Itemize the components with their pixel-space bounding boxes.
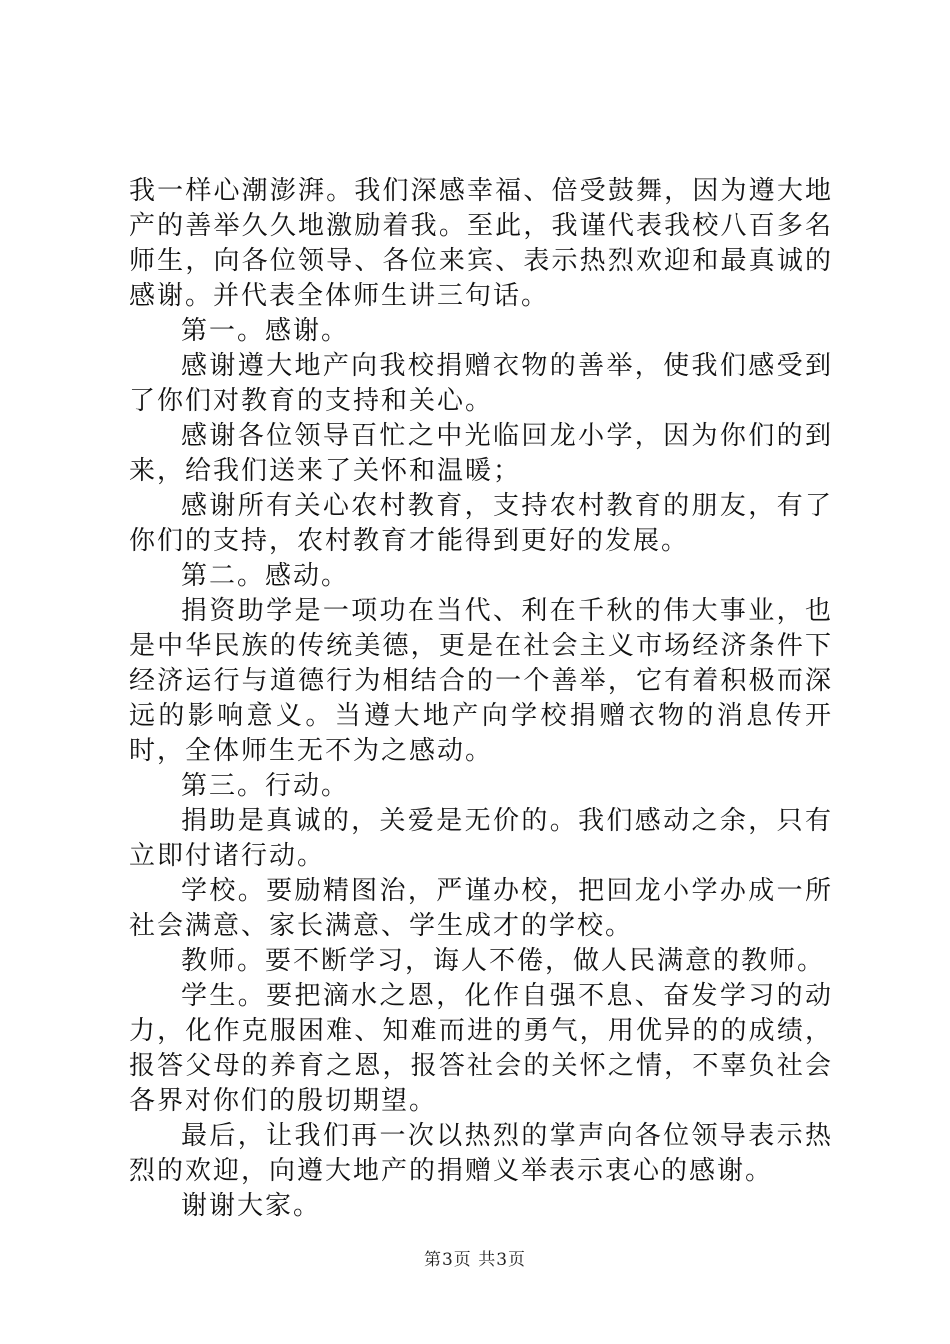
- paragraph-thanks-donor: 感谢遵大地产向我校捐赠衣物的善举，使我们感受到了你们对教育的支持和关心。: [129, 351, 833, 416]
- paragraph-heading-thanks: 第一。感谢。: [181, 316, 350, 346]
- paragraph-thanks-leaders: 感谢各位领导百忙之中光临回龙小学，因为你们的到来，给我们送来了关怀和温暖；: [129, 421, 833, 486]
- document-body: [129, 174, 833, 1224]
- paragraph-heading-action: 第三。行动。: [181, 771, 350, 801]
- paragraph-closing: 最后，让我们再一次以热烈的掌声向各位领导表示热烈的欢迎，向遵大地产的捐赠义举表示衷心的感谢。: [129, 1121, 833, 1186]
- paragraph-thanks-friends: 感谢所有关心农村教育，支持农村教育的朋友，有了你们的支持，农村教育才能得到更好的发展。: [129, 491, 833, 556]
- paragraph-intro: 我一样心潮澎湃。我们深感幸福、倍受鼓舞，因为遵大地产的善举久久地激励着我。至此，我谨代表我校八百多名师生，向各位领导、各位来宾、表示热烈欢迎和最真诚的感谢。并代表全体师生讲三句话。: [129, 176, 833, 311]
- paragraph-school: 学校。要励精图治，严谨办校，把回龙小学办成一所社会满意、家长满意、学生成才的学校。: [129, 876, 833, 941]
- paragraph-action-body: 捐助是真诚的，关爱是无价的。我们感动之余，只有立即付诸行动。: [129, 806, 833, 871]
- paragraph-teachers: 教师。要不断学习，诲人不倦，做人民满意的教师。: [181, 946, 826, 976]
- paragraph-heading-moved: 第二。感动。: [181, 561, 350, 591]
- paragraph-moved-body: 捐资助学是一项功在当代、利在千秋的伟大事业，也是中华民族的传统美德，更是在社会主义市场经济条件下经济运行与道德行为相结合的一个善举，它有着积极而深远的影响意义。当遵大地产向学校捐赠衣物的消息传开时，全体师生无不为之感动。: [129, 596, 833, 766]
- paragraph-thank-you: 谢谢大家。: [181, 1191, 322, 1221]
- paragraph-students: 学生。要把滴水之恩，化作自强不息、奋发学习的动力，化作克服困难、知难而进的勇气，用优异的的成绩，报答父母的养育之恩，报答社会的关怀之情，不辜负社会各界对你们的殷切期望。: [129, 981, 833, 1116]
- page-number-footer: 第3页 共3页: [423, 1250, 527, 1270]
